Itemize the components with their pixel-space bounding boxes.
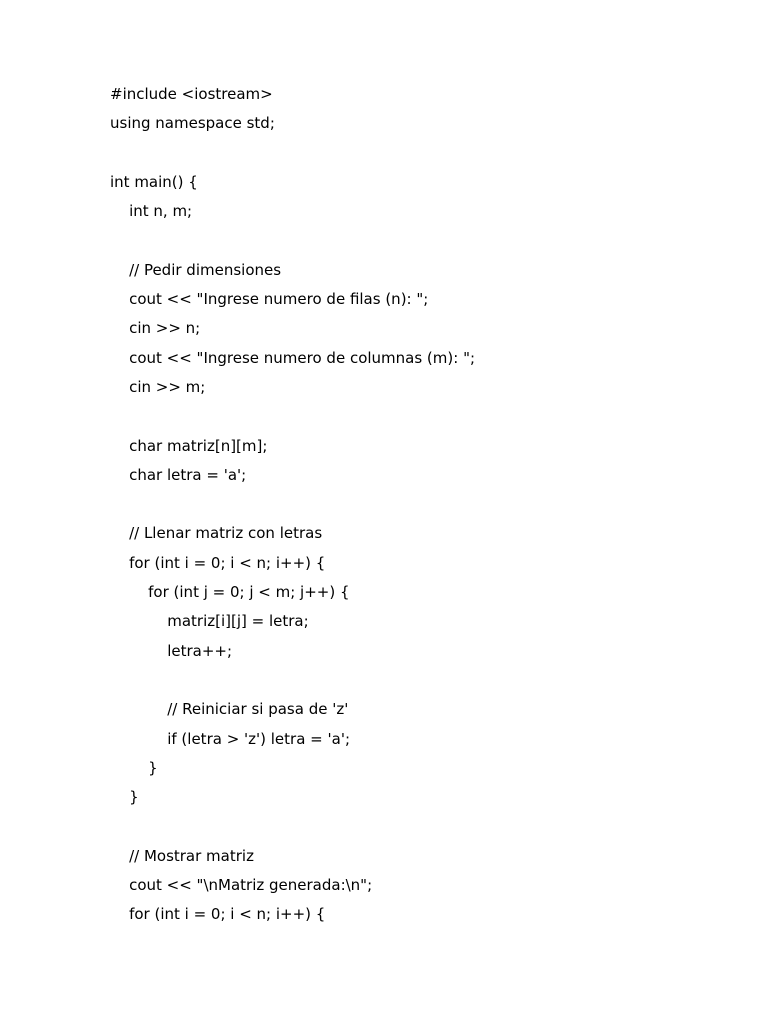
code-line [110,666,475,695]
code-line: letra++; [110,641,233,660]
code-line: for (int i = 0; i < n; i++) { [110,905,326,924]
code-line: cin >> n; [110,319,201,338]
code-line: cout << "\nMatriz generada:\n"; [110,876,373,895]
code-line: // Reiniciar si pasa de 'z' [110,700,349,719]
code-line [110,139,475,168]
code-line: char letra = 'a'; [110,465,247,484]
code-line: // Llenar matriz con letras [110,524,323,543]
code-line: cout << "Ingrese numero de columnas (m): "; [110,348,476,367]
code-line [110,490,475,519]
code-line: cin >> m; [110,377,206,396]
code-line: char matriz[n][m]; [110,436,268,455]
code-line: matriz[i][j] = letra; [110,612,309,631]
code-line: cout << "Ingrese numero de filas (n): "; [110,290,429,309]
code-line: // Mostrar matriz [110,846,254,865]
code-line: } [110,788,139,807]
code-line: int main() { [110,172,198,191]
code-line: int n, m; [110,202,193,221]
code-line [110,226,475,255]
code-line: #include <iostream> [110,85,273,103]
code-listing [110,80,475,930]
code-line [110,402,475,431]
code-line: for (int j = 0; j < m; j++) { [110,583,350,602]
code-line: } [110,758,158,777]
code-line [110,812,475,841]
code-line: // Pedir dimensiones [110,260,282,279]
code-line: for (int i = 0; i < n; i++) { [110,553,326,572]
code-line: using namespace std; [110,114,275,133]
code-line: if (letra > 'z') letra = 'a'; [110,729,350,748]
